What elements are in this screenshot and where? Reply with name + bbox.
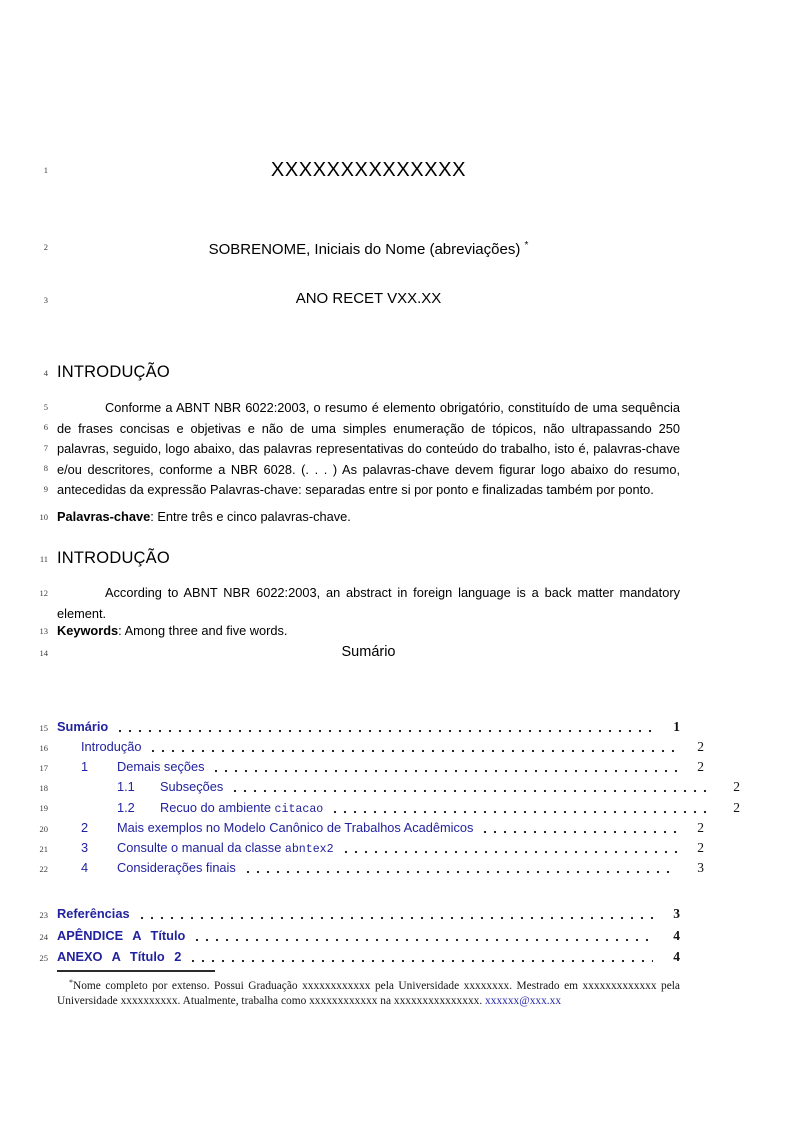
line-number: 2 xyxy=(43,242,48,252)
toc-entry-number: 1 xyxy=(81,759,89,774)
line-number: 20 xyxy=(39,824,48,834)
toc-page-number: 2 xyxy=(697,840,704,855)
toc-page-number: 4 xyxy=(673,949,680,964)
toc-entry-referencias[interactable] xyxy=(57,906,680,923)
toc-entry-label: Considerações finais xyxy=(117,860,236,875)
toc-entry-label: Consulte o manual da classe abntex2 xyxy=(117,840,334,856)
dot-leader xyxy=(188,949,653,966)
line-number: 8 xyxy=(43,463,48,473)
toc-entry-number: 2 xyxy=(81,820,89,835)
toc-entry-number: 4 xyxy=(81,860,89,875)
footnote-rule xyxy=(57,970,215,972)
toc-page-number: 2 xyxy=(697,739,704,754)
line-number: 9 xyxy=(43,484,48,494)
document-title: XXXXXXXXXXXXXX xyxy=(270,159,467,181)
footnote-text: Nome completo por extenso. Possui Graduação xxxxxxxxxxxx pela Universidade xxxxxxxx. Mestrado em xxxxxxxxxxxxx pela Universidade xxxxxxxxxx. Atualmente, trabalha como xxxxxxxxxxxx na xxxxxxxxxxxxxxx. xyxy=(57,980,680,1008)
palavras-chave-line xyxy=(57,508,680,525)
abstract-paragraph: According to ABNT NBR 6022:2003, an abstract in foreign language is a back matter mandatory element. xyxy=(57,585,680,621)
dot-leader xyxy=(243,860,677,877)
author-name: SOBRENOME, Iniciais do Nome (abreviações) xyxy=(208,241,521,258)
toc-entry-label: ANEXO A Título 2 xyxy=(57,949,182,964)
line-number: 24 xyxy=(39,932,48,942)
line-number: 18 xyxy=(39,783,48,793)
keywords-text: : Among three and five words. xyxy=(118,623,288,638)
line-number: 4 xyxy=(43,368,48,378)
dot-leader xyxy=(330,800,713,817)
line-number: 10 xyxy=(39,512,48,522)
resumo-heading: INTRODUÇÃO xyxy=(57,363,170,381)
toc-heading: Sumário xyxy=(341,644,396,660)
toc-entry-sumario[interactable] xyxy=(57,719,680,736)
line-number: 21 xyxy=(39,844,48,854)
line-number: 16 xyxy=(39,743,48,753)
toc-page-number: 3 xyxy=(697,860,704,875)
toc-entry-section-1-1[interactable] xyxy=(57,779,740,796)
line-number: 23 xyxy=(39,910,48,920)
toc-page-number: 2 xyxy=(733,779,740,794)
palavras-chave-label: Palavras-chave xyxy=(57,509,151,524)
line-number: 14 xyxy=(39,648,48,658)
toc-entry-number: 1.1 xyxy=(117,779,135,794)
dot-leader xyxy=(192,928,653,945)
resumo-paragraph: Conforme a ABNT NBR 6022:2003, o resumo é elemento obrigatório, constituído de uma sequência de frases concisas e objetivas e não de uma simples enumeração de tópicos, não ultrapassando 250 palavras, seguido, logo abaixo, das palavras representativas do conteúdo do trabalho, isto é, palavras-chave e/ou descritores, conforme a NBR 6028. (. . . ) As palavras-chave devem figurar logo abaixo do resumo, antecedidas da expressão Palavras-chave: separadas entre si por ponto e finalizadas também por ponto. xyxy=(57,400,680,498)
toc-entry-number: 3 xyxy=(81,840,89,855)
dot-leader xyxy=(137,906,653,923)
dot-leader xyxy=(211,759,677,776)
footnote-marker: * xyxy=(69,978,73,987)
keywords-line xyxy=(57,622,680,639)
toc-entry-section-1[interactable] xyxy=(57,759,704,776)
toc-entry-section-3[interactable] xyxy=(57,840,704,857)
author-footnote-marker: * xyxy=(524,240,529,251)
toc-entry-label: Demais seções xyxy=(117,759,205,774)
line-number: 17 xyxy=(39,763,48,773)
toc-entry-section-2[interactable] xyxy=(57,820,704,837)
line-number: 13 xyxy=(39,626,48,636)
toc-entry-mono: citacao xyxy=(274,803,324,816)
toc-entry-label: Introdução xyxy=(81,739,142,754)
toc-entry-number: 1.2 xyxy=(117,800,135,815)
year-line: ANO RECET VXX.XX xyxy=(295,290,442,307)
line-number: 15 xyxy=(39,723,48,733)
toc-entry-section-1-2[interactable] xyxy=(57,800,740,817)
author-line xyxy=(57,237,680,259)
toc-page-number: 2 xyxy=(697,759,704,774)
line-number: 7 xyxy=(43,443,48,453)
line-number: 19 xyxy=(39,803,48,813)
toc-entry-anexo-a[interactable] xyxy=(57,949,680,966)
toc-page-number: 2 xyxy=(733,800,740,815)
footnote xyxy=(57,975,680,1009)
line-number: 22 xyxy=(39,864,48,874)
dot-leader xyxy=(148,739,677,756)
toc-entry-apendice-a[interactable] xyxy=(57,928,680,945)
toc-entry-mono: abntex2 xyxy=(284,843,334,856)
keywords-label: Keywords xyxy=(57,623,119,638)
toc-entry-label: Mais exemplos no Modelo Canônico de Trabalhos Acadêmicos xyxy=(117,820,474,835)
line-number: 1 xyxy=(43,165,48,175)
dot-leader xyxy=(230,779,713,796)
abstract-heading: INTRODUÇÃO xyxy=(57,549,170,567)
line-number: 5 xyxy=(43,402,48,412)
toc-entry-label: Referências xyxy=(57,906,130,921)
line-number: 25 xyxy=(39,953,48,963)
toc-entry-section-4[interactable] xyxy=(57,860,704,877)
toc-page-number: 2 xyxy=(697,820,704,835)
palavras-chave-text: : Entre três e cinco palavras-chave. xyxy=(150,509,351,524)
toc-entry-label: Recuo do ambiente citacao xyxy=(160,800,324,816)
dot-leader xyxy=(480,820,677,837)
dot-leader xyxy=(341,840,677,857)
line-number: 6 xyxy=(43,422,48,432)
toc-page-number: 3 xyxy=(673,906,680,921)
toc-page-number: 4 xyxy=(673,928,680,943)
line-number: 12 xyxy=(39,588,48,598)
line-number: 3 xyxy=(43,295,48,305)
toc-page-number: 1 xyxy=(673,719,680,734)
toc-entry-label: Sumário xyxy=(57,719,109,734)
toc-entry-label: Subseções xyxy=(160,779,224,794)
toc-entry-introducao[interactable] xyxy=(57,739,704,756)
toc-entry-label: APÊNDICE A Título xyxy=(57,928,186,943)
footnote-email-link[interactable]: xxxxxx@xxx.xx xyxy=(485,995,562,1008)
line-number: 11 xyxy=(39,554,48,564)
dot-leader xyxy=(115,719,653,736)
